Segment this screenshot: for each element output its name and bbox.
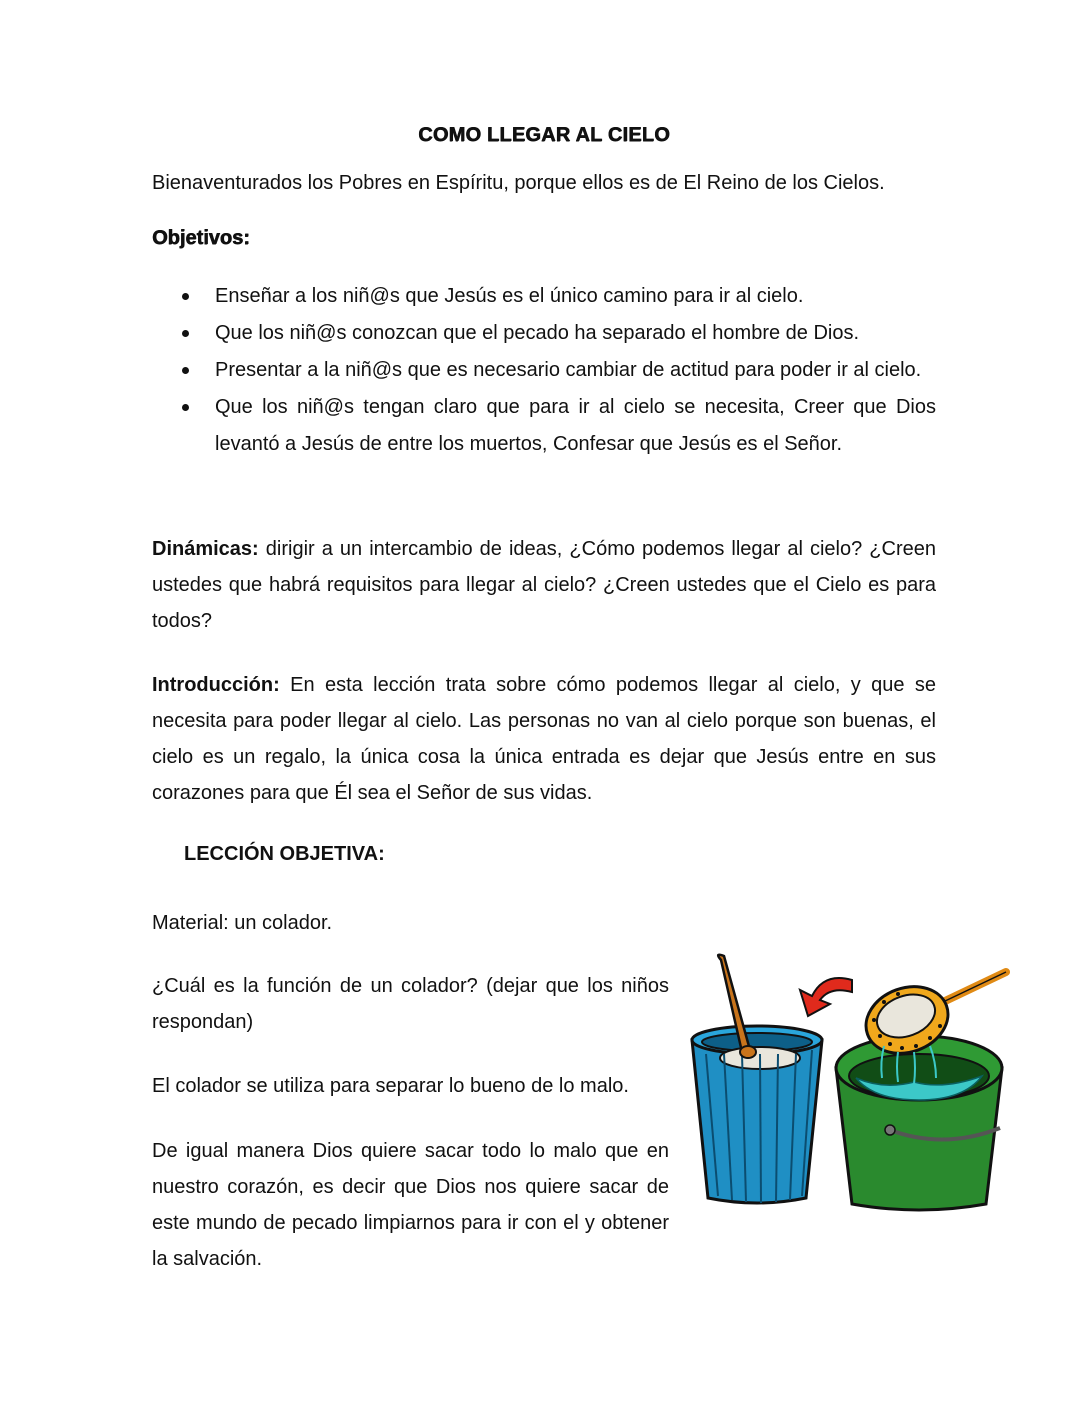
strainer-function-text: El colador se utiliza para separar lo bueno de lo malo.: [152, 1075, 629, 1097]
green-bucket-icon: [836, 1036, 1002, 1210]
bullet-icon: [182, 404, 189, 411]
objective-item: [152, 389, 936, 463]
strainer-buckets-icon: [684, 950, 1014, 1220]
objective-text: Presentar a la niñ@s que es necesario cambiar de actitud para poder ir al cielo.: [215, 359, 922, 381]
dinamicas-label: Dinámicas:: [152, 538, 259, 560]
introduccion-label: Introducción:: [152, 674, 280, 696]
blue-bucket-icon: [692, 1026, 822, 1203]
lesson-heading: LECCIÓN OBJETIVA:: [184, 843, 385, 865]
objectives-list: [152, 278, 936, 463]
arrow-icon: [800, 978, 852, 1016]
question-paragraph: ¿Cuál es la función de un colador? (dejar que los niños respondan): [152, 975, 669, 1033]
page-title: COMO LLEGAR AL CIELO: [418, 124, 670, 146]
objective-item: [152, 315, 936, 352]
objective-text: Que los niñ@s tengan claro que para ir al cielo se necesita, Creer que Dios levantó a Jesús de entre los muertos, Confesar que Jesús es el Señor.: [215, 396, 936, 455]
material-text: Material: un colador.: [152, 912, 333, 934]
bullet-icon: [182, 330, 189, 337]
conclusion-paragraph: De igual manera Dios quiere sacar todo lo malo que en nuestro corazón, es decir que Dios nos quiere sacar de este mundo de pecado limpiarnos para ir con el y obtener la salvación.: [152, 1140, 669, 1270]
bullet-icon: [182, 367, 189, 374]
beatitude-text: Bienaventurados los Pobres en Espíritu, porque ellos es de El Reino de los Cielos.: [152, 172, 885, 194]
objectives-heading: Objetivos:: [152, 227, 250, 249]
objective-item: [152, 278, 936, 315]
dinamicas-text: dirigir a un intercambio de ideas, ¿Cómo podemos llegar al cielo? ¿Creen ustedes que habrá requisitos para llegar al cielo? ¿Creen ustedes que el Cielo es para todos?: [152, 538, 936, 632]
bullet-icon: [182, 293, 189, 300]
objective-text: Que los niñ@s conozcan que el pecado ha separado el hombre de Dios.: [215, 322, 860, 344]
dinamicas-paragraph: [152, 531, 936, 639]
strainer-buckets-illustration: [684, 950, 1014, 1220]
introduccion-text: En esta lección trata sobre cómo podemos llegar al cielo, y que se necesita para poder llegar al cielo. Las personas no van al cielo porque son buenas, el cielo es un regalo, la única cosa la única entrada es dejar que Jesús entre en sus corazones para que Él sea el Señor de sus vidas.: [152, 674, 936, 804]
introduccion-paragraph: [152, 667, 936, 811]
objective-text: Enseñar a los niñ@s que Jesús es el único camino para ir al cielo.: [215, 285, 804, 307]
objective-item: [152, 352, 936, 389]
